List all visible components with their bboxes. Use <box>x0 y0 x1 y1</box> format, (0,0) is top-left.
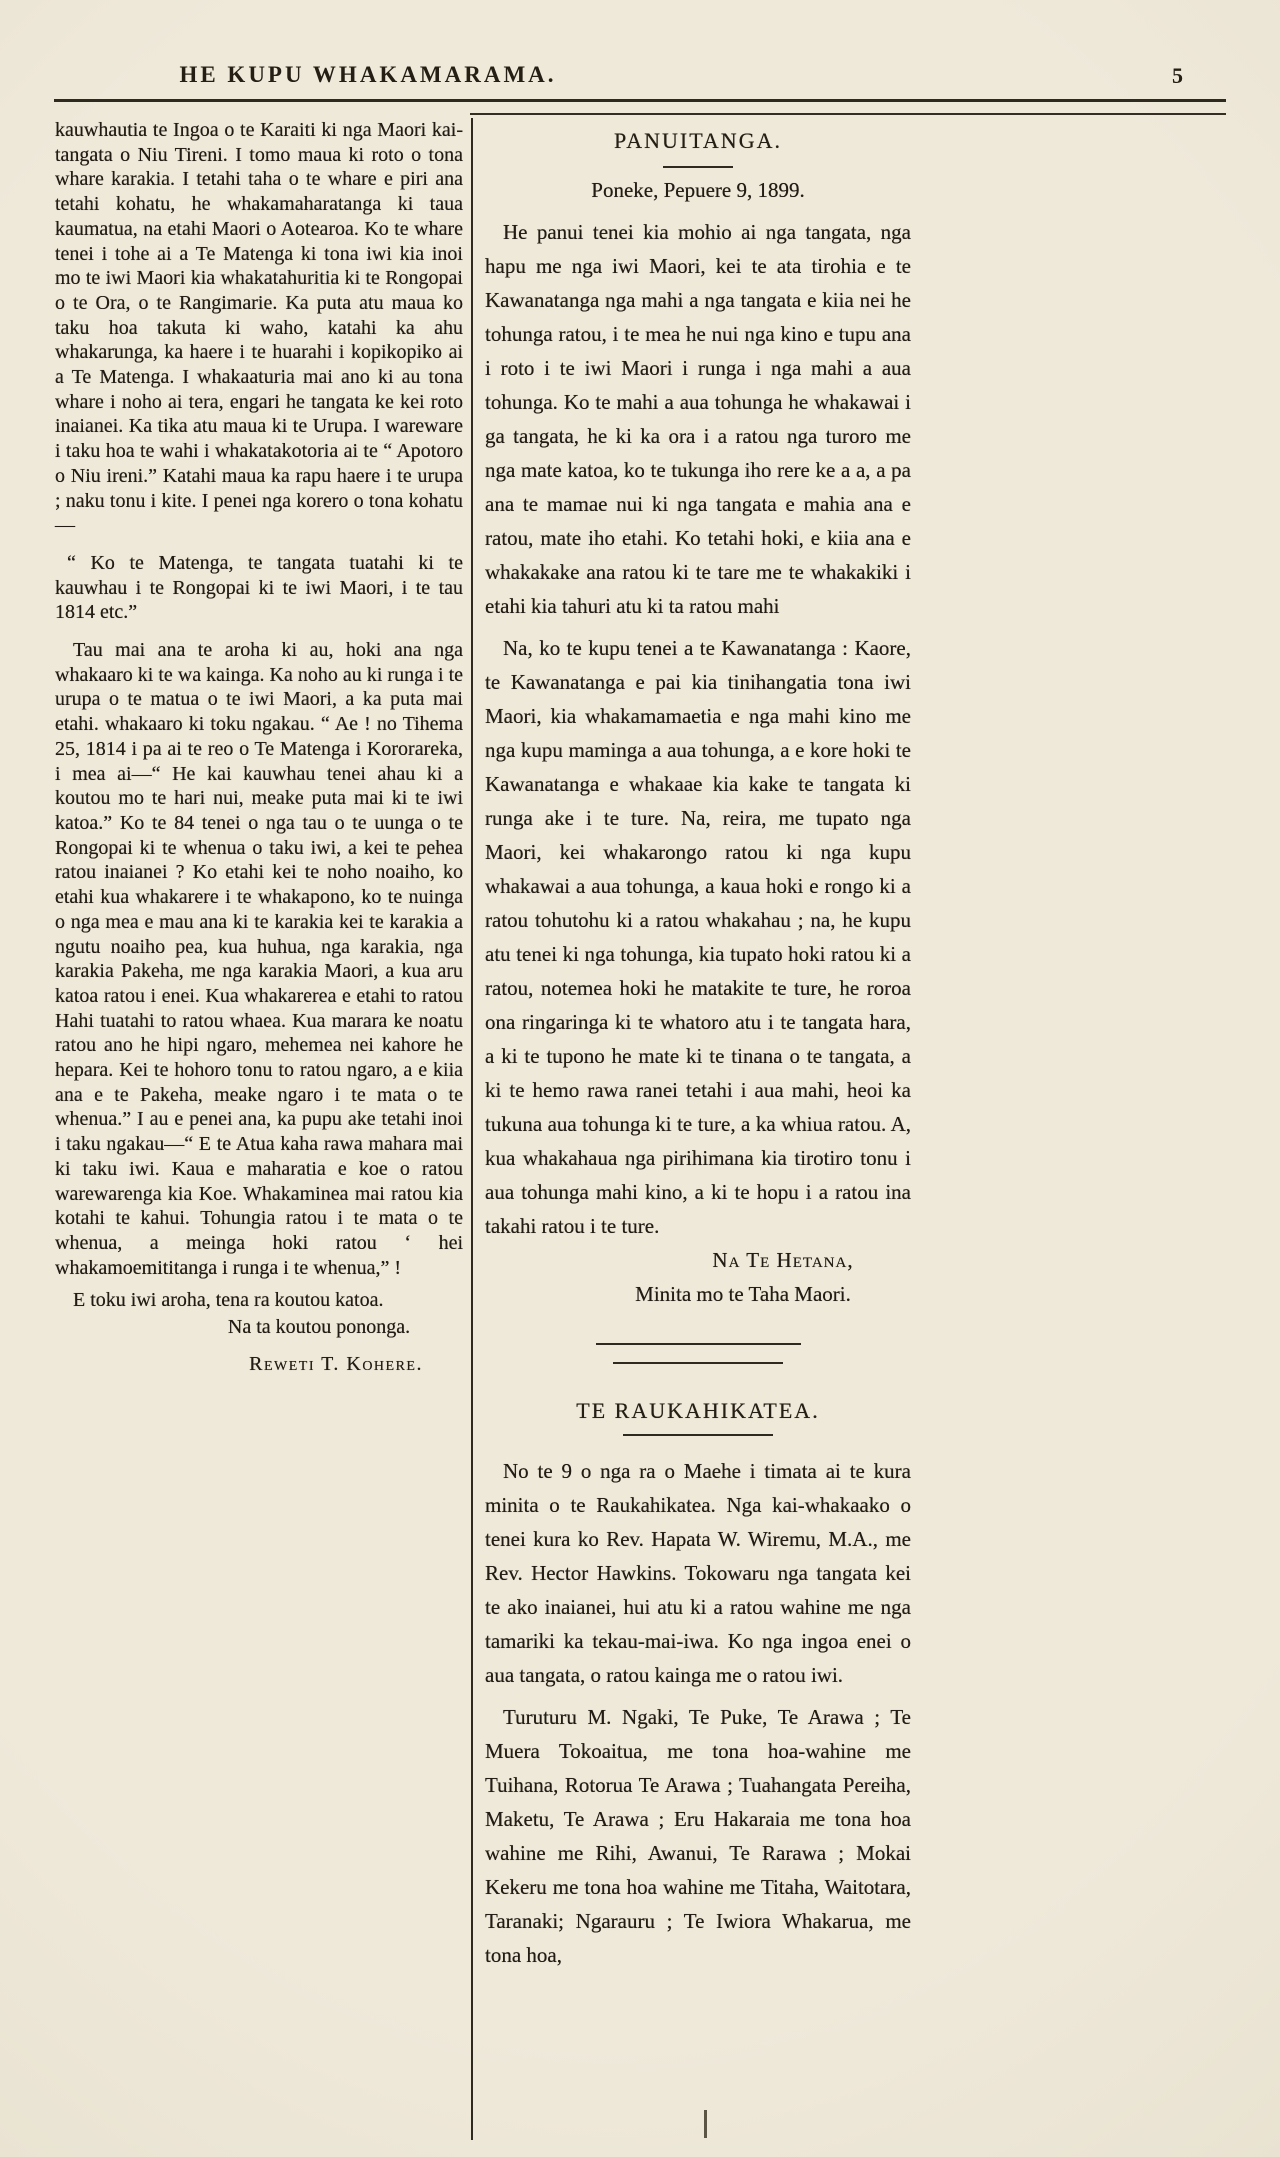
paragraph: He panui tenei kia mohio ai nga tangata, nga hapu me nga iwi Maori, kei te ata tirohia e te Kawanatanga nga mahi a nga tangata e kiia nei he tohunga ratou, i te mea he nui nga kino e tupu ana i roto i te iwi Maori i runga i nga mahi a aua tohunga. Ko te mahi a aua tohunga he whakawai i ga tangata, he ki ka ora i a ratou nga turoro me nga mate katoa, ko te tukunga iho rere ke a a, a pa ana te mamae nui ki nga tangata e mahia ana e ratou, mate iho etahi. Ko tetahi hoki, e kiia ana e whakakake ana ratou ki te tare me te whakakiki i etahi kia tahuri atu ki ta ratou mahi <box>485 220 911 618</box>
print-artifact <box>704 2110 707 2138</box>
header-rule <box>54 99 1226 102</box>
official-signature: Na Te Hetana, <box>712 1248 854 1272</box>
section-raukahikatea <box>485 1398 911 1972</box>
page-number: 5 <box>1172 63 1183 88</box>
closing-line: E toku iwi aroha, tena ra koutou katoa. <box>73 1289 384 1312</box>
valediction: Na ta koutou pononga. <box>227 1316 411 1339</box>
author-signature: Reweti T. Kohere. <box>249 1352 423 1375</box>
page-title: HE KUPU WHAKAMARAMA. <box>179 62 557 87</box>
paragraph: kauwhautia te Ingoa o te Karaiti ki nga Maori kai-tangata o Niu Tireni. I tomo maua ki roto o tona whare karakia. I tetahi taha o te whare e piri ana tetahi kohatu, he whakamaharatanga ki taua kaumatua, na etahi Maori o Aotearoa. Ko te whare tenei i tohe ai a Te Matenga ki tona iwi kia inoi mo te iwi Maori kia whakatahuritia ki te Rongopai o te Ora, o te Rangimarie. Ka puta atu maua ko taku hoa takuta ki waho, katahi ka ahu whakarunga, ka haere i te huarahi i kopikopiko ai a Te Matenga. I whakaaturia mai ano ki au tona whare i noho ai tera, engari he tangata ke kei roto inaianei. Ka tika atu maua ki te Urupa. I wareware i taku hoa te wahi i whakatakotoria ai te “ Apotoro o Niu ireni.” Katahi maua ka rapu haere i te urupa ; naku tonu i kite. I penei nga korero o tona kohatu— <box>55 119 463 537</box>
heading-rule <box>663 166 733 168</box>
paragraph: Na, ko te kupu tenei a te Kawanatanga : Kaore, te Kawanatanga e pai kia tinihangatia tona iwi Maori, kia whakamamaetia e nga mahi kino me nga kupu maminga a aua tohunga, a e kore hoki te Kawanatanga e whakaae kia kake te tangata ki runga ake i te ture. Na, reira, me tupato nga Maori, kei whakarongo ratou ki nga kupu whakawai a aua tohunga, a kaua hoki e rongo ki a ratou tohutohu ki a ratou whakahau ; na, he kupu atu tenei ki nga tohunga, kia tupato hoki ratou ki a ratou, notemea hoki he matakite te ture, he roroa ona ringaringa ki te whatoro atu i te tangata hara, a ki te tupono he mate ki te tinana o te tangata, a ki te hemo rawa ranei tetahi i aua mahi, heoi ka tukuna aua tohunga ki te ture, a ka whiua ratou. A, kua whakahaua nga pirihimana kia tirotiro tonu i aua tohunga mahi kino, a ki te hopu i a ratou ina takahi ratou i te ture. <box>485 636 911 1238</box>
paragraph: Turuturu M. Ngaki, Te Puke, Te Arawa ; Te Muera Tokoaitua, me tona hoa-wahine me Tuihana, Rotorua Te Arawa ; Tuahangata Pereiha, Maketu, Te Arawa ; Eru Hakaraia me tona hoa wahine me Rihi, Awanui, Te Rarawa ; Mokai Kekeru me tona hoa wahine me Titaha, Waitotara, Taranaki; Ngarauru ; Te Iwiora Whakarua, me tona hoa, <box>485 1705 911 1967</box>
text-columns <box>55 118 911 2140</box>
heading-rule <box>623 1434 773 1436</box>
section-panuitanga <box>485 128 911 1311</box>
right-column <box>473 118 911 1972</box>
section-divider <box>485 1311 911 1388</box>
paragraph: No te 9 o nga ra o Maehe i timata ai te kura minita o te Raukahikatea. Nga kai-whakaako o tenei kura ko Rev. Hapata W. Wiremu, M.A., me Rev. Hector Hawkins. Tokowaru nga tangata kei te ako inaianei, hui atu ki a ratou wahine me nga tamariki ka tekau-mai-iwa. Ko nga ingoa enei o aua tangata, o ratou kainga me o ratou iwi. <box>485 1459 911 1687</box>
divider-rule <box>596 1343 801 1345</box>
paragraph: Tau mai ana te aroha ki au, hoki ana nga whakaaro ki te wa kainga. Ka noho au ki runga i te urupa o te matua o te iwi Maori, a ka puta mai etahi. whakaaro ki toku ngakau. “ Ae ! no Tihema 25, 1814 i pa ai te reo o Te Matenga i Kororareka, i mea ai—“ He kai kauwhau tenei ahau ki a koutou mo te hari nui, meake puta mai ki te iwi katoa.” Ko te 84 tenei o nga tau o te uunga o te Rongopai ki te whenua o taku iwi, a kei te pehea ratou inaianei ? Ko etahi kei te noho noaiho, ko etahi kua whakarere i te whakapono, ko te nuinga o nga mea e mau ana ki te karakia kei te karakia a ngutu noaiho pea, kua huhua, nga karakia, nga karakia Pakeha, me nga karakia Maori, a kua aru katoa ratou i enei. Kua whakarerea e etahi to ratou Hahi tuatahi to ratou whaea. Kua marara ke noatu ratou ano he hipi ngaro, mehemea nei kahore he hepara. Kei te hohoro tonu to ratou ngaro, a e kiia ana e te Pakeha, meake ngaro i te mata o te whenua.” I au e penei ana, ka pupu ake tetahi inoi i taku ngakau—“ E te Atua kaha rawa mahara mai ki taku iwi. Kaua e maharatia e koe o ratou warewarenga kia Koe. Whakaminea mai ratou kia kotahi te kahui. Tohungia ratou i te mata o te whenua, a meinga hoki ratou ‘ hei whakamoemititanga i runga i te whenua,” ! <box>55 639 463 1279</box>
left-column <box>55 118 463 1376</box>
epitaph-quote: “ Ko te Matenga, te tangata tuatahi ki te kauwhau i te Rongopai ki te iwi Maori, i te tau 1814 etc.” <box>55 551 463 624</box>
divider-rule <box>613 1362 783 1364</box>
header-subrule <box>470 113 1226 115</box>
section-heading: PANUITANGA. <box>614 128 782 153</box>
dateline: Poneke, Pepuere 9, 1899. <box>591 178 805 202</box>
section-heading: TE RAUKAHIKATEA. <box>576 1398 820 1423</box>
official-title: Minita mo te Taha Maori. <box>635 1282 851 1306</box>
